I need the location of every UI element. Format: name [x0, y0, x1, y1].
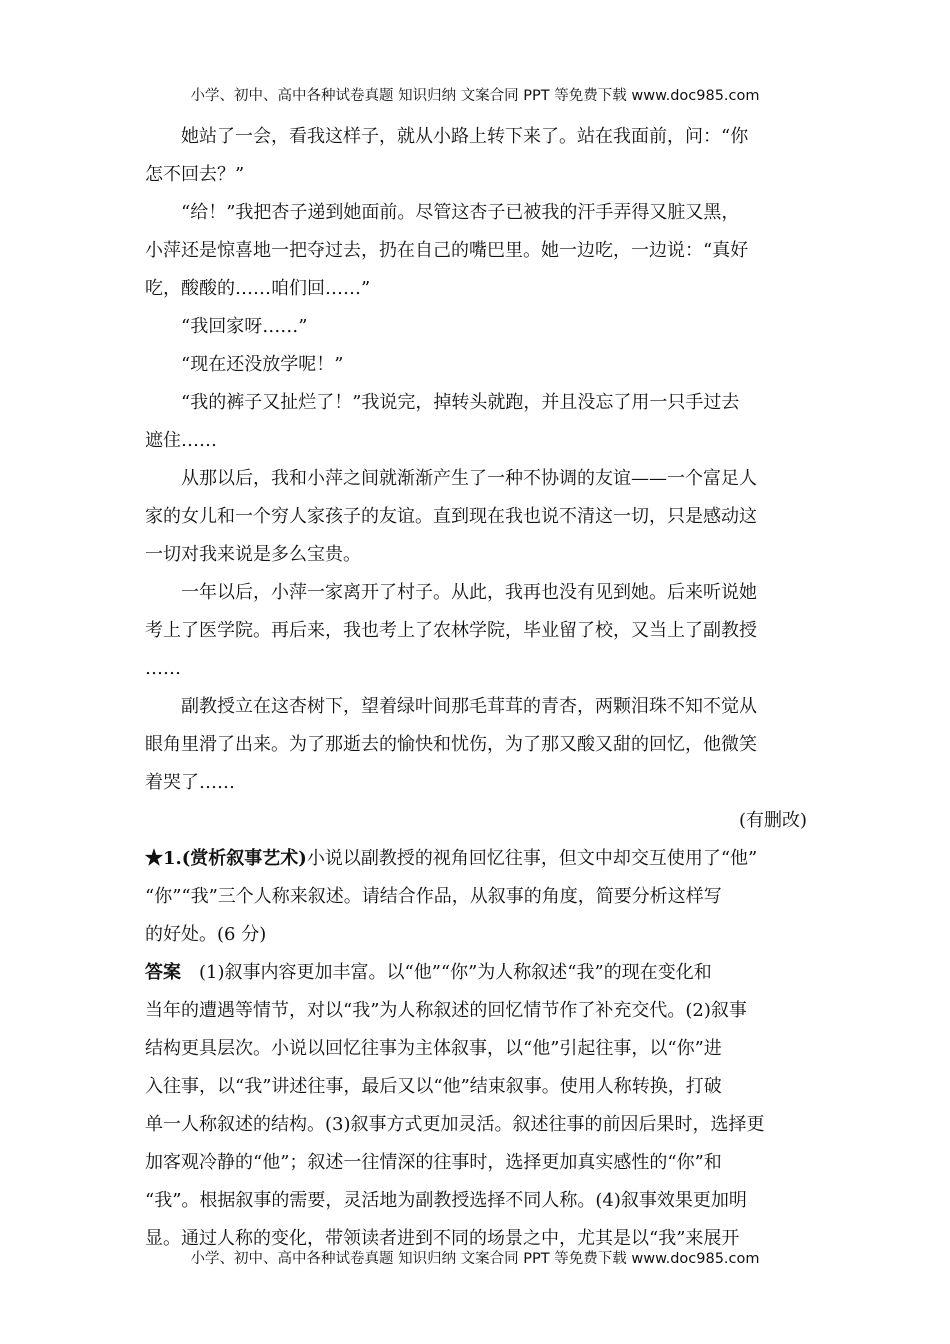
text-line: 从那以后，我和小萍之间就渐渐产生了一种不协调的友谊——一个富足人	[145, 468, 757, 489]
answer-line: “我”。根据叙事的需要，灵活地为副教授选择不同人称。(4)叙事效果更加明	[145, 1190, 747, 1211]
text-line: “现在还没放学呢！”	[145, 354, 344, 375]
answer-line: 结构更具层次。小说以回忆往事为主体叙事，以“他”引起往事，以“你”进	[145, 1038, 722, 1059]
question-label: ★1.(赏析叙事艺术)	[145, 848, 307, 869]
story-passage	[145, 118, 807, 840]
answer-line: 当年的遭遇等情节，对以“我”为人称叙述的回忆情节作了补充交代。(2)叙事	[145, 1000, 747, 1021]
text-line: 着哭了……	[145, 772, 235, 793]
source-note: (有删改)	[738, 810, 807, 831]
page-header: 小学、初中、高中各种试卷真题 知识归纳 文案合同 PPT 等免费下载 www.doc985.com	[190, 88, 760, 104]
text-line: 眼角里滑了出来。为了那逝去的愉快和忧伤，为了那又酸又甜的回忆，他微笑	[145, 734, 757, 755]
text-line: 一切对我来说是多么宝贵。	[145, 544, 361, 565]
question-line: 的好处。(6 分)	[145, 924, 267, 945]
text-line: 小萍还是惊喜地一把夺过去，扔在自己的嘴巴里。她一边吃，一边说：“真好	[145, 240, 749, 261]
answer-line	[145, 954, 807, 992]
text-line: 吃，酸酸的……咱们回……”	[145, 278, 371, 299]
text-line: 考上了医学院。再后来，我也考上了农林学院，毕业留了校，又当上了副教授	[145, 620, 757, 641]
text-line: 一年以后，小萍一家离开了村子。从此，我再也没有见到她。后来听说她	[145, 582, 757, 603]
question-text: 小说以副教授的视角回忆往事，但文中却交互使用了“他”	[306, 848, 758, 869]
answer-line: 加客观冷静的“他”；叙述一往情深的往事时，选择更加真实感性的“你”和	[145, 1152, 722, 1173]
text-line: “给！”我把杏子递到她面前。尽管这杏子已被我的汗手弄得又脏又黑，	[145, 202, 740, 223]
answer-line: 显。通过人称的变化，带领读者进到不同的场景之中，尤其是以“我”来展开	[145, 1228, 740, 1249]
question-line: “你”“我”三个人称来叙述。请结合作品，从叙事的角度，简要分析这样写	[145, 886, 722, 907]
text-line: ……	[145, 658, 181, 679]
text-line: 她站了一会，看我这样子，就从小路上转下来了。站在我面前，问：“你	[145, 126, 749, 147]
answer-block	[145, 954, 807, 1258]
page-footer: 小学、初中、高中各种试卷真题 知识归纳 文案合同 PPT 等免费下载 www.doc985.com	[190, 1251, 760, 1267]
question-block	[145, 840, 807, 954]
text-line: 家的女儿和一个穷人家孩子的友谊。直到现在我也说不清这一切，只是感动这	[145, 506, 757, 527]
question-line	[145, 840, 807, 878]
text-line: 遮住……	[145, 430, 217, 451]
text-line: 怎不回去？”	[145, 164, 245, 185]
text-line: “我回家呀……”	[145, 316, 308, 337]
answer-label: 答案	[145, 962, 181, 983]
text-line: “我的裤子又扯烂了！”我说完，掉转头就跑，并且没忘了用一只手过去	[145, 392, 740, 413]
answer-text: (1)叙事内容更加丰富。以“他”“你”为人称叙述“我”的现在变化和	[181, 962, 712, 983]
document-body	[145, 118, 807, 1258]
answer-line: 入往事，以“我”讲述往事，最后又以“他”结束叙事。使用人称转换，打破	[145, 1076, 722, 1097]
answer-line: 单一人称叙述的结构。(3)叙事方式更加灵活。叙述往事的前因后果时，选择更	[145, 1114, 765, 1135]
text-line: 副教授立在这杏树下，望着绿叶间那毛茸茸的青杏，两颗泪珠不知不觉从	[145, 696, 757, 717]
